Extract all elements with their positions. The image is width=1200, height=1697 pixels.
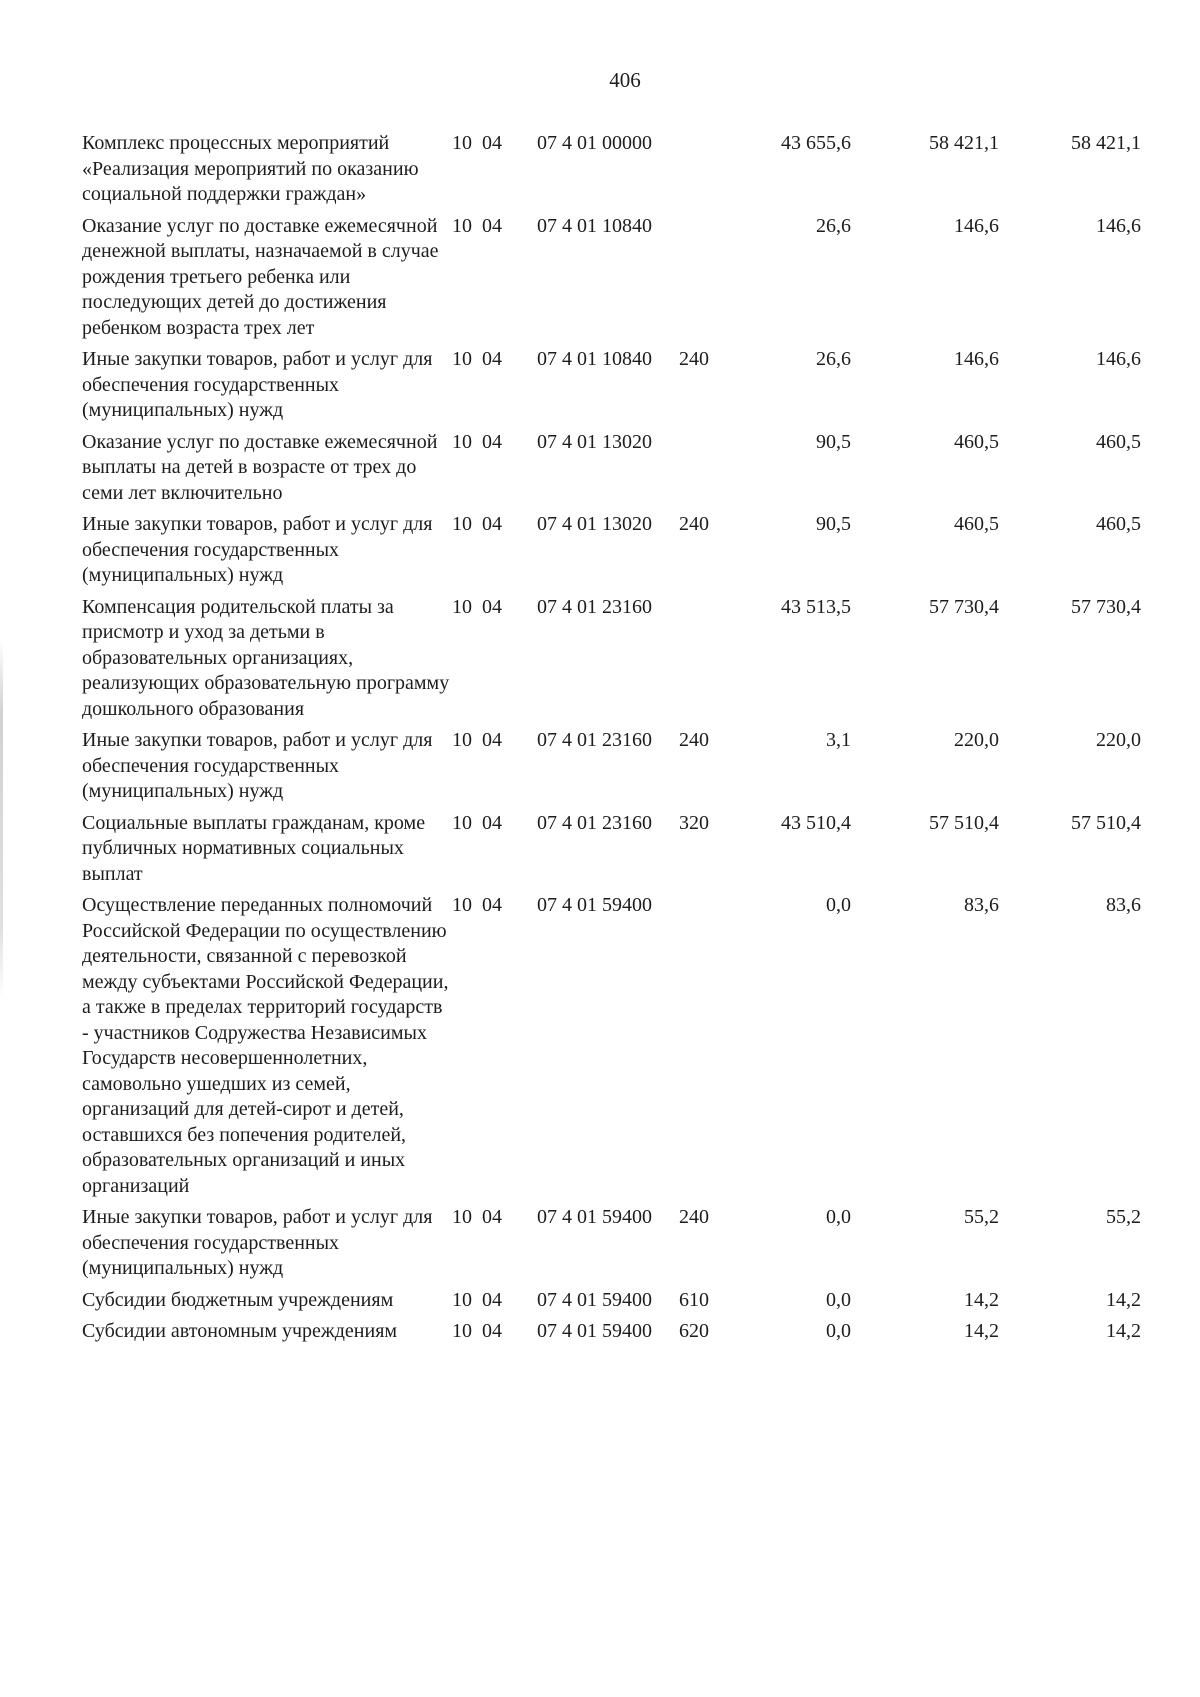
row-section-code: 10 04 <box>452 811 502 834</box>
row-amount-3: 146,6 <box>1096 214 1141 237</box>
row-section-code: 10 04 <box>452 1288 502 1311</box>
row-amount-1: 26,6 <box>816 348 851 370</box>
row-target-article: 07 4 01 13020 <box>537 513 652 535</box>
row-name: Иные закупки товаров, работ и услуг для обеспечения государственных (муниципальных) нужд <box>82 348 433 421</box>
row-name: Иные закупки товаров, работ и услуг для обеспечения государственных (муниципальных) нужд <box>82 729 433 802</box>
row-section-code: 10 04 <box>452 894 502 916</box>
table-row <box>82 595 1162 723</box>
row-expense-type: 240 <box>679 1206 709 1228</box>
row-target-article: 07 4 01 10840 <box>537 348 652 370</box>
row-amount-3: 83,6 <box>1106 894 1141 916</box>
row-target-article: 07 4 01 59400 <box>537 894 652 916</box>
table-row <box>82 811 1162 888</box>
row-section-code: 10 04 <box>452 1206 502 1228</box>
row-amount-2: 57 510,4 <box>929 811 999 834</box>
row-amount-1: 0,0 <box>826 894 851 916</box>
row-target-article: 07 4 01 59400 <box>537 1288 652 1311</box>
scan-edge-shadow <box>0 640 3 1000</box>
table-row <box>82 893 1162 1199</box>
row-expense-type: 320 <box>679 811 709 834</box>
row-name: Комплекс процессных мероприятий «Реализация мероприятий по оказанию социальной поддержки граждан» <box>82 132 419 205</box>
row-section-code: 10 04 <box>452 348 502 370</box>
row-amount-3: 14,2 <box>1106 1288 1141 1311</box>
row-target-article: 07 4 01 59400 <box>537 1206 652 1228</box>
row-target-article: 07 4 01 13020 <box>537 430 652 453</box>
row-amount-1: 26,6 <box>816 214 851 237</box>
row-expense-type: 240 <box>679 729 709 751</box>
row-target-article: 07 4 01 23160 <box>537 595 652 618</box>
table-row <box>82 512 1162 589</box>
table-row <box>82 1319 1162 1345</box>
row-amount-1: 90,5 <box>816 430 851 453</box>
row-name: Компенсация родительской платы за присмотр и уход за детьми в образовательных организациях, реализующих образовательную программу дошкольного образования <box>82 595 450 720</box>
row-name: Социальные выплаты гражданам, кроме публичных нормативных социальных выплат <box>82 811 426 885</box>
table-row <box>82 1205 1162 1282</box>
row-section-code: 10 04 <box>452 1320 502 1342</box>
row-expense-type: 610 <box>679 1288 709 1311</box>
table-row <box>82 131 1162 208</box>
table-row <box>82 1288 1162 1314</box>
row-amount-2: 58 421,1 <box>929 132 999 154</box>
row-amount-3: 460,5 <box>1096 513 1141 535</box>
row-section-code: 10 04 <box>452 214 502 237</box>
row-amount-2: 83,6 <box>964 894 999 916</box>
row-target-article: 07 4 01 23160 <box>537 729 652 751</box>
table-row <box>82 214 1162 342</box>
row-amount-1: 0,0 <box>826 1320 851 1342</box>
row-amount-2: 14,2 <box>964 1320 999 1342</box>
row-expense-type: 620 <box>679 1320 709 1342</box>
row-section-code: 10 04 <box>452 729 502 751</box>
row-section-code: 10 04 <box>452 595 502 618</box>
row-amount-2: 146,6 <box>954 214 999 237</box>
budget-table <box>82 131 1162 1351</box>
row-amount-1: 90,5 <box>816 513 851 535</box>
row-name: Осуществление переданных полномочий Российской Федерации по осуществлению деятельности, связанной с перевозкой между субъектами Российской Федерации, а также в пределах территорий государств - участников Содружества Независимых Государств несовершеннолетних, самовольно ушедших из семей, организаций для детей-сирот и детей, оставшихся без попечения родителей, образовательных организаций и иных организаций <box>82 894 449 1197</box>
table-row <box>82 430 1162 507</box>
row-amount-3: 14,2 <box>1106 1320 1141 1342</box>
table-row <box>82 728 1162 805</box>
row-amount-2: 460,5 <box>954 513 999 535</box>
row-section-code: 10 04 <box>452 132 502 154</box>
row-amount-1: 0,0 <box>826 1288 851 1311</box>
row-expense-type: 240 <box>679 348 709 370</box>
row-target-article: 07 4 01 00000 <box>537 132 652 154</box>
table-row <box>82 347 1162 424</box>
row-section-code: 10 04 <box>452 513 502 535</box>
row-target-article: 07 4 01 10840 <box>537 214 652 237</box>
row-amount-3: 58 421,1 <box>1071 132 1141 154</box>
row-amount-2: 55,2 <box>964 1206 999 1228</box>
row-amount-1: 43 513,5 <box>781 595 851 618</box>
row-amount-1: 0,0 <box>826 1206 851 1228</box>
row-name: Субсидии бюджетным учреждениям <box>82 1288 394 1311</box>
row-name: Иные закупки товаров, работ и услуг для обеспечения государственных (муниципальных) нужд <box>82 1206 433 1279</box>
row-amount-3: 55,2 <box>1106 1206 1141 1228</box>
row-name: Оказание услуг по доставке ежемесячной выплаты на детей в возрасте от трех до семи лет включительно <box>82 430 438 504</box>
row-amount-2: 14,2 <box>964 1288 999 1311</box>
row-amount-1: 3,1 <box>826 729 851 751</box>
page-number: 406 <box>609 68 641 92</box>
row-name: Субсидии автономным учреждениям <box>82 1320 398 1342</box>
row-amount-2: 57 730,4 <box>929 595 999 618</box>
row-amount-3: 146,6 <box>1096 348 1141 370</box>
row-expense-type: 240 <box>679 513 709 535</box>
row-amount-3: 57 730,4 <box>1071 595 1141 618</box>
row-amount-3: 460,5 <box>1096 430 1141 453</box>
row-target-article: 07 4 01 23160 <box>537 811 652 834</box>
row-amount-2: 460,5 <box>954 430 999 453</box>
row-amount-3: 220,0 <box>1096 729 1141 751</box>
row-amount-1: 43 510,4 <box>781 811 851 834</box>
row-amount-1: 43 655,6 <box>781 132 851 154</box>
row-amount-3: 57 510,4 <box>1071 811 1141 834</box>
row-amount-2: 220,0 <box>954 729 999 751</box>
row-name: Оказание услуг по доставке ежемесячной денежной выплаты, назначаемой в случае рождения третьего ребенка или последующих детей до достижения ребенком возраста трех лет <box>82 214 439 339</box>
row-section-code: 10 04 <box>452 430 502 453</box>
row-amount-2: 146,6 <box>954 348 999 370</box>
row-target-article: 07 4 01 59400 <box>537 1320 652 1342</box>
row-name: Иные закупки товаров, работ и услуг для обеспечения государственных (муниципальных) нужд <box>82 513 433 586</box>
